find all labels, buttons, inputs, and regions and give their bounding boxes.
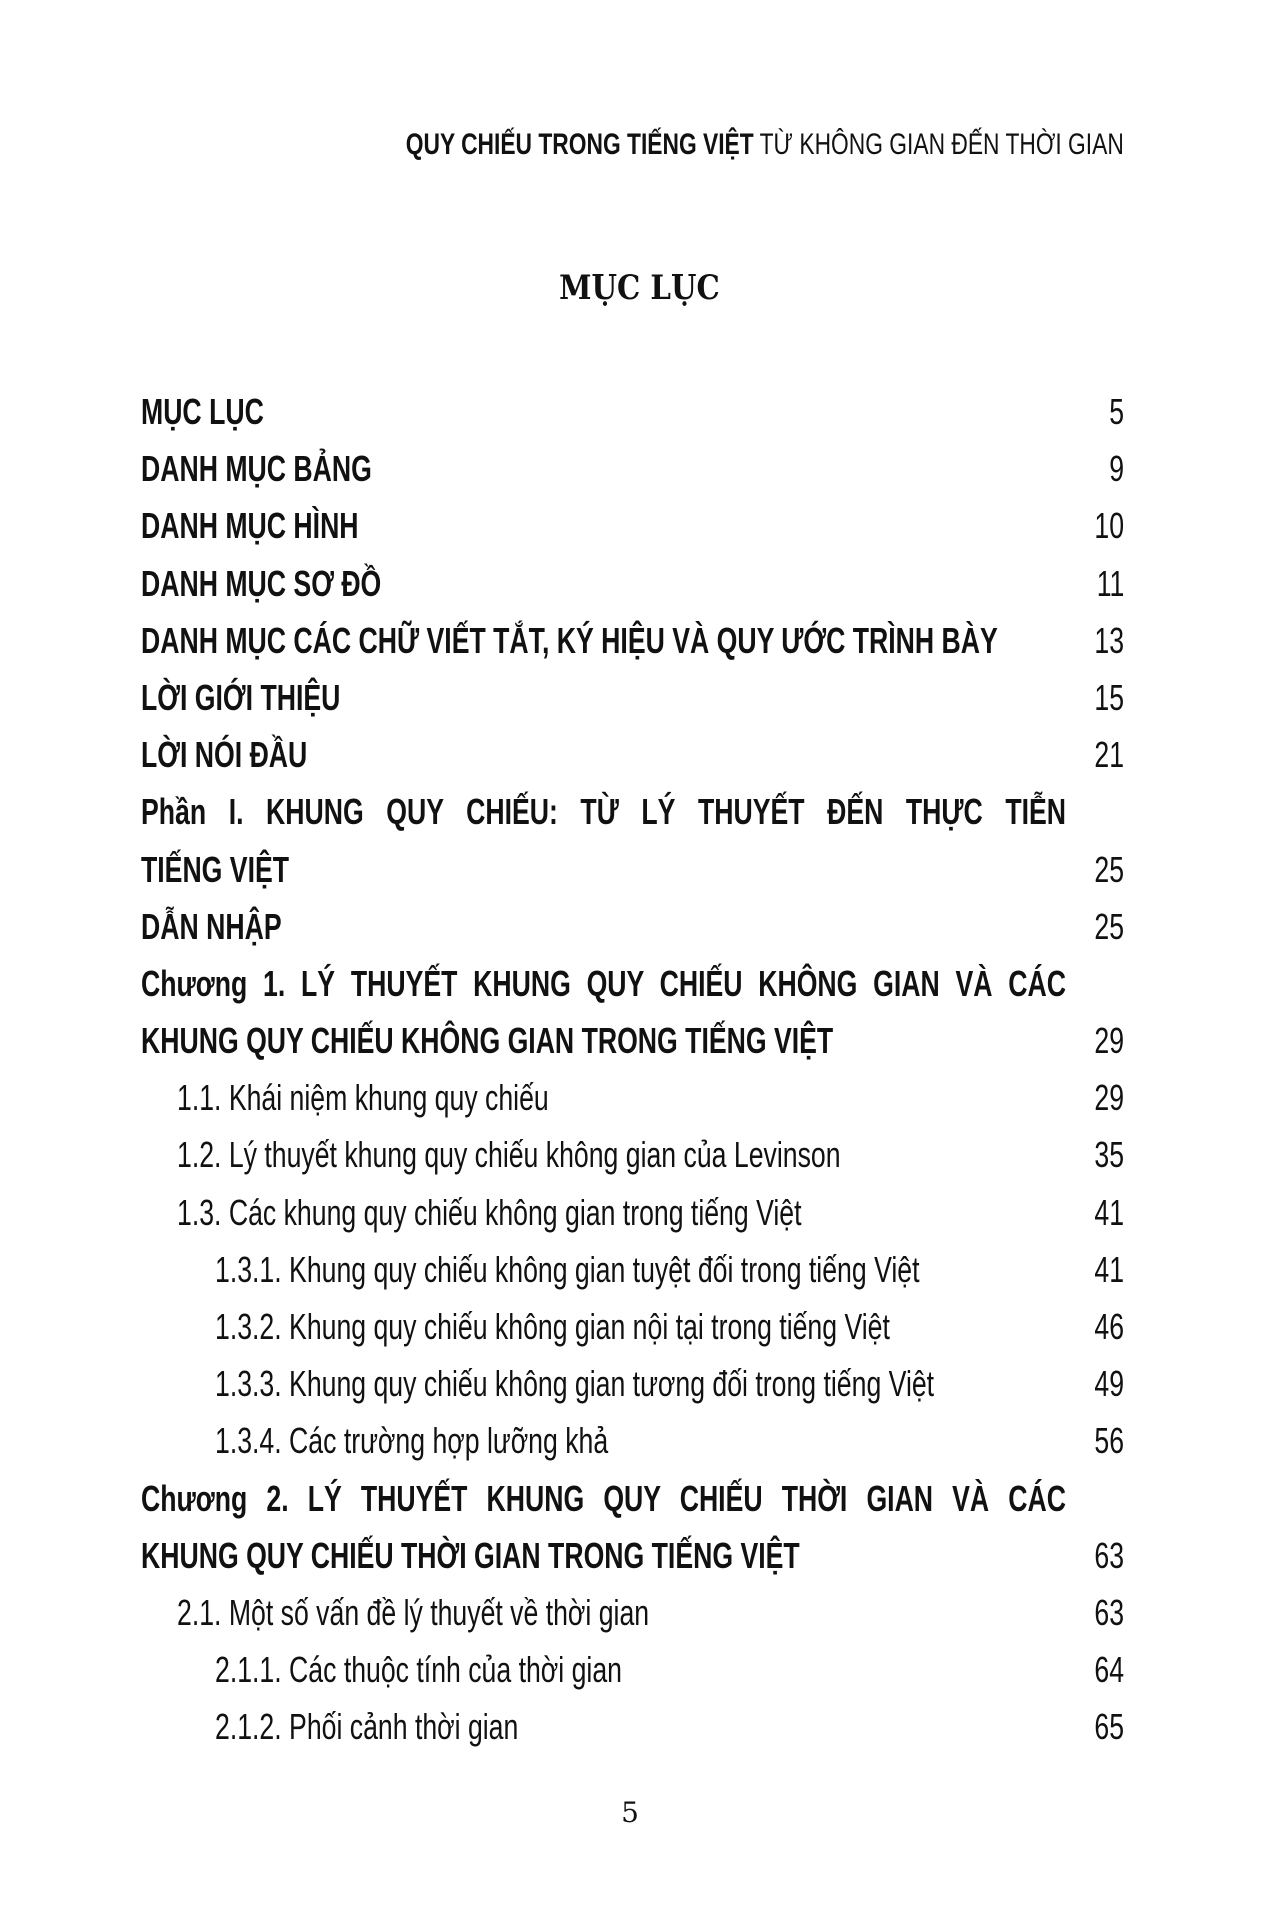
toc-entry-page: 25 [1094, 905, 1124, 947]
toc-entry-page: 10 [1094, 505, 1124, 547]
toc-entry[interactable] [141, 841, 1124, 898]
toc-entry-page: 65 [1094, 1706, 1124, 1748]
toc-entry-page: 13 [1094, 619, 1124, 661]
toc-entry[interactable] [141, 1241, 1124, 1298]
toc-entry-title: KHUNG QUY CHIẾU KHÔNG GIAN TRONG TIẾNG VIỆT [141, 1020, 834, 1062]
toc-entry-title: 1.3.1. Khung quy chiếu không gian tuyệt đối trong tiếng Việt [215, 1248, 920, 1290]
toc-entry-page: 56 [1094, 1420, 1124, 1462]
toc-entry-title: MỤC LỤC [141, 391, 264, 432]
toc-entry[interactable] [141, 726, 1124, 783]
toc-entry[interactable] [141, 1355, 1124, 1412]
toc-entry-title: 2.1.1. Các thuộc tính của thời gian [215, 1649, 622, 1691]
toc-entry[interactable] [141, 383, 1124, 440]
toc-entry[interactable] [141, 669, 1124, 726]
toc-entry-title: LỜI GIỚI THIỆU [141, 676, 341, 718]
toc-entry[interactable] [141, 1126, 1124, 1183]
toc-entry[interactable] [141, 1527, 1124, 1584]
toc-entry-title: DANH MỤC CÁC CHỮ VIẾT TẮT, KÝ HIỆU VÀ QUY ƯỚC TRÌNH BÀY [141, 619, 998, 661]
toc-entry[interactable] [141, 955, 1124, 1012]
toc-entry-page: 64 [1094, 1649, 1124, 1691]
toc-entry[interactable] [141, 1184, 1124, 1241]
toc-entry-title: DANH MỤC HÌNH [141, 505, 359, 547]
toc-entry-page: 15 [1094, 676, 1124, 718]
toc-entry-title: TIẾNG VIỆT [141, 848, 290, 890]
toc-entry-title: KHUNG QUY CHIẾU THỜI GIAN TRONG TIẾNG VIỆT [141, 1534, 800, 1576]
toc-entry-page: 63 [1094, 1591, 1124, 1633]
toc-entry-title: Chương 1. LÝ THUYẾT KHUNG QUY CHIẾU KHÔNG GIAN VÀ CÁC [141, 962, 1066, 1004]
toc-entry-title: 1.3.2. Khung quy chiếu không gian nội tại trong tiếng Việt [215, 1306, 890, 1347]
toc-entry[interactable] [141, 440, 1124, 497]
toc-entry-title: DANH MỤC SƠ ĐỒ [141, 562, 382, 604]
toc-entry-page: 11 [1096, 562, 1124, 604]
toc-entry[interactable] [141, 1470, 1124, 1527]
table-of-contents [141, 383, 1124, 1756]
toc-entry-page: 41 [1094, 1248, 1124, 1290]
toc-entry[interactable] [141, 898, 1124, 955]
running-head [0, 128, 1124, 162]
toc-entry[interactable] [141, 555, 1124, 612]
toc-entry-page: 41 [1094, 1191, 1124, 1233]
toc-entry-page: 5 [1109, 391, 1124, 432]
toc-entry[interactable] [141, 1698, 1124, 1755]
toc-entry-title: Chương 2. LÝ THUYẾT KHUNG QUY CHIẾU THỜI GIAN VÀ CÁC [141, 1477, 1066, 1519]
toc-entry-title: 1.3.3. Khung quy chiếu không gian tương đối trong tiếng Việt [215, 1363, 935, 1405]
toc-entry-title: 2.1.2. Phối cảnh thời gian [215, 1706, 519, 1748]
toc-entry-page: 25 [1094, 848, 1124, 890]
toc-entry[interactable] [141, 612, 1124, 669]
toc-entry[interactable] [141, 1641, 1124, 1698]
toc-entry[interactable] [141, 1584, 1124, 1641]
toc-entry-page: 49 [1094, 1363, 1124, 1405]
page-title: MỤC LỤC [559, 268, 720, 308]
page-number: 5 [621, 1796, 639, 1829]
toc-entry-title: 1.1. Khái niệm khung quy chiếu [177, 1077, 549, 1119]
toc-entry[interactable] [141, 783, 1124, 840]
toc-entry-page: 9 [1109, 448, 1124, 490]
toc-entry-page: 35 [1094, 1134, 1124, 1176]
toc-entry-title: 2.1. Một số vấn đề lý thuyết về thời gian [177, 1591, 650, 1633]
toc-entry-title: 1.3. Các khung quy chiếu không gian trong tiếng Việt [177, 1191, 802, 1233]
toc-entry-title: 1.2. Lý thuyết khung quy chiếu không gian của Levinson [177, 1134, 841, 1176]
toc-entry-title: 1.3.4. Các trường hợp lưỡng khả [215, 1420, 609, 1462]
toc-entry-title: Phần I. KHUNG QUY CHIẾU: TỪ LÝ THUYẾT ĐẾN THỰC TIỄN [141, 791, 1066, 833]
toc-entry[interactable] [141, 1412, 1124, 1469]
toc-entry-title: DANH MỤC BẢNG [141, 448, 372, 490]
toc-entry-title: DẪN NHẬP [141, 905, 282, 947]
toc-entry-title: LỜI NÓI ĐẦU [141, 734, 308, 776]
toc-entry[interactable] [141, 1012, 1124, 1069]
toc-entry-page: 29 [1094, 1020, 1124, 1062]
toc-entry-page: 21 [1094, 734, 1124, 776]
toc-entry-page: 63 [1094, 1534, 1124, 1576]
toc-entry-page: 46 [1094, 1306, 1124, 1347]
toc-entry[interactable] [141, 497, 1124, 554]
toc-entry[interactable] [141, 1069, 1124, 1126]
running-head-book-title: QUY CHIẾU TRONG TIẾNG VIỆT [405, 128, 754, 161]
running-head-subtitle: TỪ KHÔNG GIAN ĐẾN THỜI GIAN [759, 128, 1124, 161]
toc-entry-page: 29 [1094, 1077, 1124, 1119]
toc-entry[interactable] [141, 1298, 1124, 1355]
